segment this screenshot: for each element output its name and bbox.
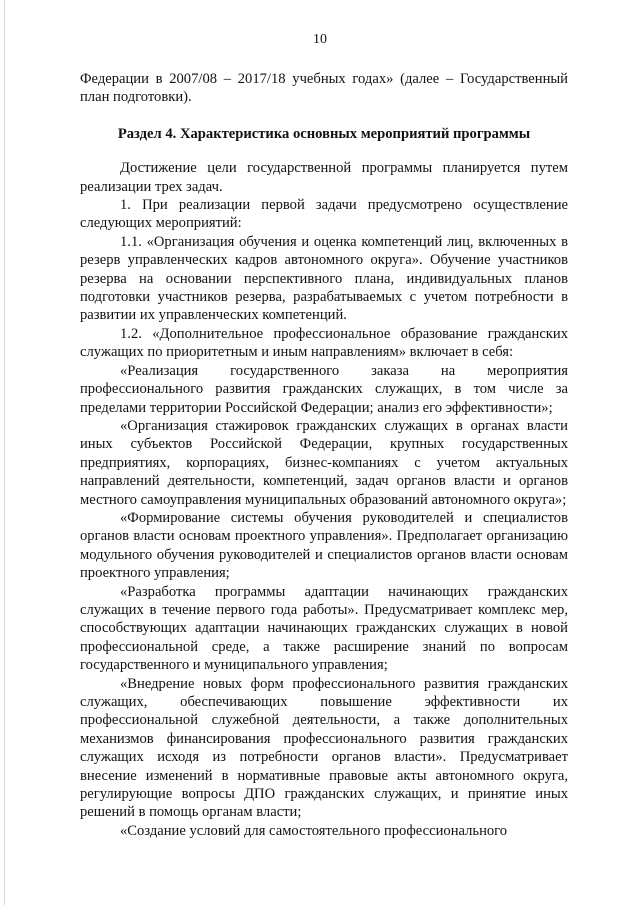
paragraph: «Организация стажировок гражданских служащих в органах власти иных субъектов Российской Федерации, крупных государственных предприятиях, корпорациях, бизнес-компаниях с учетом актуальных направлений деятельности, компетенций, задач органов власти и органов местного самоуправления муниципальных образований автономного округа»; — [80, 417, 568, 508]
paragraph: Достижение цели государственной программы планируется путем реализации трех задач. — [80, 160, 568, 195]
paragraph: 1.2. «Дополнительное профессиональное образование гражданских служащих по приоритетным и иным направлениям» включает в себя: — [80, 325, 568, 361]
paragraph: «Разработка программы адаптации начинающих гражданских служащих в течение первого года работы». Предусматривает комплекс мер, способствующих адаптации начинающих гражданских служащих в новой профессиональной среде, а также расширение знаний по вопросам государственного и муниципального управления; — [80, 583, 568, 674]
paragraph: «Реализация государственного заказа на мероприятия профессионального развития гражданских служащих, в том числе за пределами территории Российской Федерации; анализ его эффективности»; — [80, 362, 568, 416]
page-edge — [4, 0, 5, 905]
paragraph: 1.1. «Организация обучения и оценка компетенций лиц, включенных в резерв управленческих кадров автономного округа». Обучение участников резерва на основании перспективного плана, индивидуальных планов подготовки участников резерва, разрабатываемых с учетом потребности в развитии их управленческих компетенций. — [80, 233, 568, 324]
page-number: 10 — [313, 32, 327, 47]
document-body — [80, 70, 568, 840]
paragraph: «Формирование системы обучения руководителей и специалистов органов власти основам проектного управления». Предполагает организацию модульного обучения руководителей и специалистов органов власти основам проектного управления; — [80, 509, 568, 582]
continuation-paragraph: Федерации в 2007/08 – 2017/18 учебных годах» (далее – Государственный план подготовки). — [80, 71, 568, 106]
section-heading: Раздел 4. Характеристика основных мероприятий программы — [117, 125, 531, 142]
paragraph: 1. При реализации первой задачи предусмотрено осуществление следующих мероприятий: — [80, 197, 568, 232]
paragraph: «Внедрение новых форм профессионального развития гражданских служащих, обеспечивающих повышение эффективности их профессиональной служебной деятельности, а также дополнительных механизмов финансирования профессионального развития гражданских служащих исходя из потребности органов власти». Предусматривает внесение изменений в нормативные правовые акты автономного округа, регулирующие вопросы ДПО гражданских служащих, и принятие иных решений в помощь органам власти; — [80, 675, 568, 821]
paragraph: «Создание условий для самостоятельного профессионального — [120, 822, 508, 839]
